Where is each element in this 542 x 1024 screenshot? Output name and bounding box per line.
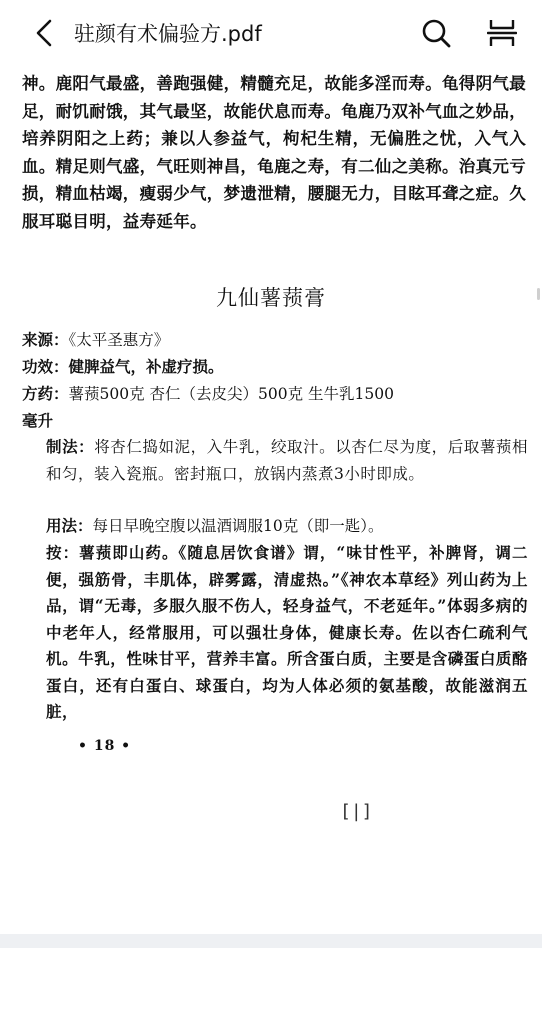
note-value: 薯蓣即山药。《随息居饮食谱》谓，“味甘性平，补脾肾，调二便，强筋骨，丰肌体，辟雾露，清虚热。”《神农本草经》列山药为上品，谓“无毒，多服久服不伤人，轻身益气，不老延年。”体弱多病的中老年人，经常服用，可以强壮身体，健康长寿。佐以杏仁疏利气机。牛乳，性味甘平，营养丰富。所含蛋白质，主要是含磷蛋白质酪蛋白，还有白蛋白、球蛋白，均为人体必须的氨基酸，故能滋润五脏， bbox=[46, 543, 528, 721]
formula-label: 方药： bbox=[22, 384, 69, 403]
formula-value-2: 毫升 bbox=[22, 411, 54, 430]
effect-line bbox=[22, 355, 526, 379]
formula-value: 薯蓣500克 杏仁（去皮尖）500克 生牛乳1500 bbox=[68, 385, 394, 403]
usage-line bbox=[46, 514, 542, 538]
method-value: 将杏仁捣如泥，入牛乳，绞取汁。以杏仁尽为度，后取薯蓣相和匀，装入瓷瓶。密封瓶口，放锅内蒸煮3小时即成。 bbox=[46, 438, 528, 483]
document-title: 驻颜有术偏验方.pdf bbox=[74, 22, 262, 46]
page-view-button[interactable] bbox=[480, 11, 524, 55]
chevron-left-icon bbox=[33, 18, 55, 48]
source-value: 《太平圣惠方》 bbox=[68, 331, 170, 349]
source-line bbox=[22, 328, 526, 352]
search-icon bbox=[420, 17, 452, 49]
formula-line bbox=[22, 382, 526, 406]
effect-label: 功效： bbox=[22, 357, 69, 376]
usage-label: 用法： bbox=[46, 516, 93, 535]
next-pdf-page[interactable] bbox=[0, 948, 542, 1024]
note-paragraph bbox=[22, 540, 528, 726]
page-divider bbox=[0, 934, 542, 948]
formula-line-2 bbox=[22, 409, 526, 433]
note-label: 按： bbox=[46, 543, 80, 562]
stray-mark: [|] bbox=[340, 801, 373, 822]
page-number: • 18 • bbox=[78, 738, 132, 754]
top-app-bar bbox=[0, 0, 542, 66]
method-label: 制法： bbox=[46, 437, 95, 456]
effect-value: 健脾益气，补虚疗损。 bbox=[68, 357, 224, 376]
recipe-title: 九仙薯蓣膏 bbox=[216, 286, 326, 310]
source-label: 来源： bbox=[22, 330, 69, 349]
back-button[interactable] bbox=[22, 11, 66, 55]
pdf-page[interactable] bbox=[0, 66, 542, 934]
page-split-icon bbox=[487, 18, 517, 48]
method-paragraph bbox=[22, 434, 528, 487]
usage-value: 每日早晚空腹以温酒调服10克（即一匙）。 bbox=[92, 517, 384, 535]
intro-paragraph: 神。鹿阳气最盛，善跑强健，精髓充足，故能多淫而寿。龟得阴气最足，耐饥耐饿，其气最坚，故能伏息而寿。龟鹿乃双补气血之妙品，培养阴阳之上药；兼以人参益气，枸杞生精，无偏胜之忧，入气入血。精足则气盛，气旺则神昌，龟鹿之寿，有二仙之美称。治真元亏损，精血枯竭，瘦弱少气，梦遗泄精，腰腿无力，目眩耳聋之症。久服耳聪目明，益寿延年。 bbox=[22, 74, 526, 231]
search-button[interactable] bbox=[414, 11, 458, 55]
